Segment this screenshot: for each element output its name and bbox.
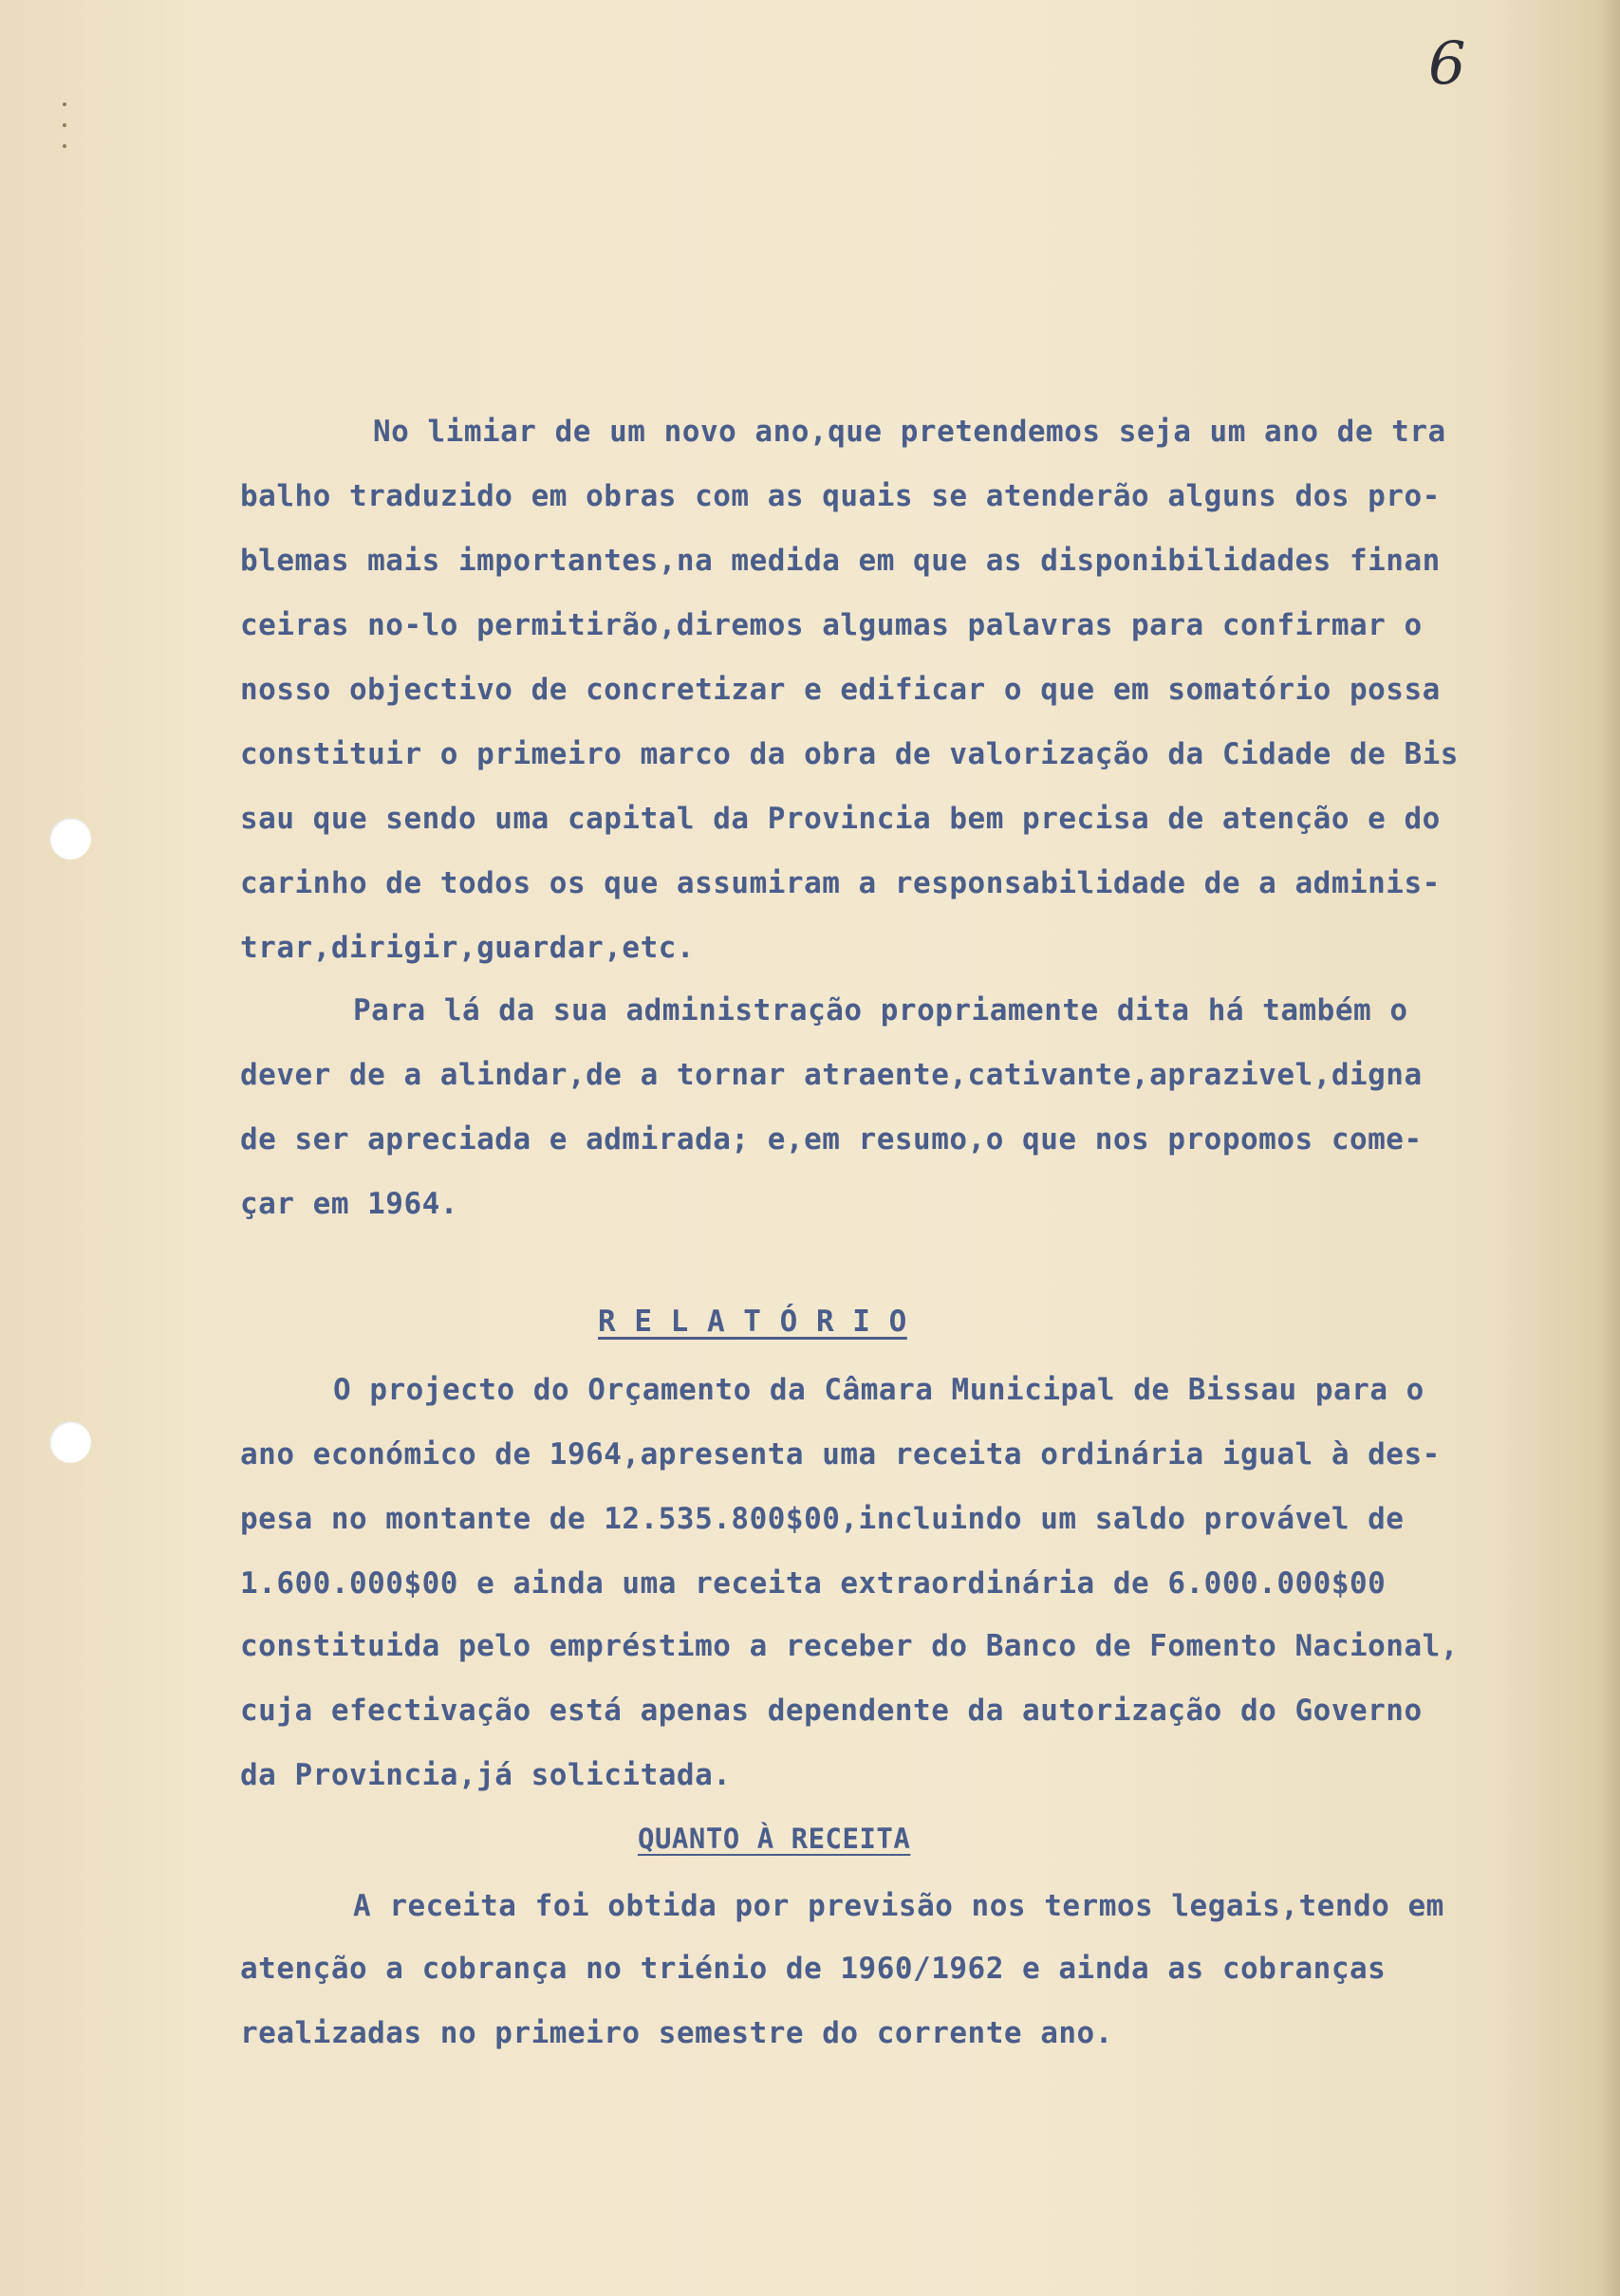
intro-line: dever de a alindar,de a tornar atraente,cativante,aprazivel,digna (240, 1058, 1423, 1092)
section-heading-quanto-a-receita: QUANTO À RECEITA (638, 1823, 911, 1855)
margin-pencil-mark (63, 102, 68, 188)
receita-line: realizadas no primeiro semestre do corrente ano. (240, 2016, 1113, 2050)
intro-line: balho traduzido em obras com as quais se atenderão alguns dos pro- (240, 479, 1441, 513)
intro-line: trar,dirigir,guardar,etc. (240, 931, 696, 965)
section-heading-relatorio: R E L A T Ó R I O (598, 1305, 907, 1339)
intro-line: sau que sendo uma capital da Provincia bem precisa de atenção e do (240, 802, 1441, 836)
intro-line: de ser apreciada e admirada; e,em resumo,o que nos propomos come- (240, 1122, 1423, 1157)
relatorio-line: O projecto do Orçamento da Câmara Municipal de Bissau para o (333, 1373, 1424, 1407)
punch-hole-top (49, 818, 91, 860)
relatorio-line: da Provincia,já solicitada. (240, 1758, 732, 1792)
intro-line: ceiras no-lo permitirão,diremos algumas palavras para confirmar o (240, 608, 1423, 642)
relatorio-line: constituida pelo empréstimo a receber do Banco de Fomento Nacional, (240, 1629, 1459, 1663)
intro-line: çar em 1964. (240, 1187, 458, 1221)
intro-line: blemas mais importantes,na medida em que as disponibilidades finan (240, 544, 1441, 578)
relatorio-line: pesa no montante de 12.535.800$00,incluindo um saldo provável de (240, 1502, 1405, 1536)
intro-line: Para lá da sua administração propriamente dita há também o (353, 993, 1408, 1028)
relatorio-line: cuja efectivação está apenas dependente da autorização do Governo (240, 1694, 1423, 1728)
intro-line: nosso objectivo de concretizar e edificar o que em somatório possa (240, 673, 1441, 707)
receita-line: atenção a cobrança no triénio de 1960/1962 e ainda as cobranças (240, 1952, 1387, 1986)
relatorio-line: ano económico de 1964,apresenta uma receita ordinária igual à des- (240, 1437, 1441, 1472)
punch-hole-bottom (49, 1421, 91, 1463)
receita-line: A receita foi obtida por previsão nos termos legais,tendo em (353, 1889, 1444, 1923)
intro-line: constituir o primeiro marco da obra de valorização da Cidade de Bis (240, 737, 1459, 771)
page-edge-shadow (1599, 0, 1620, 2296)
intro-line: No limiar de um novo ano,que pretendemos seja um ano de tra (373, 415, 1446, 449)
page-number: 6 (1428, 28, 1466, 98)
relatorio-line: 1.600.000$00 e ainda uma receita extraordinária de 6.000.000$00 (240, 1566, 1387, 1601)
intro-line: carinho de todos os que assumiram a responsabilidade de a adminis- (240, 866, 1441, 900)
